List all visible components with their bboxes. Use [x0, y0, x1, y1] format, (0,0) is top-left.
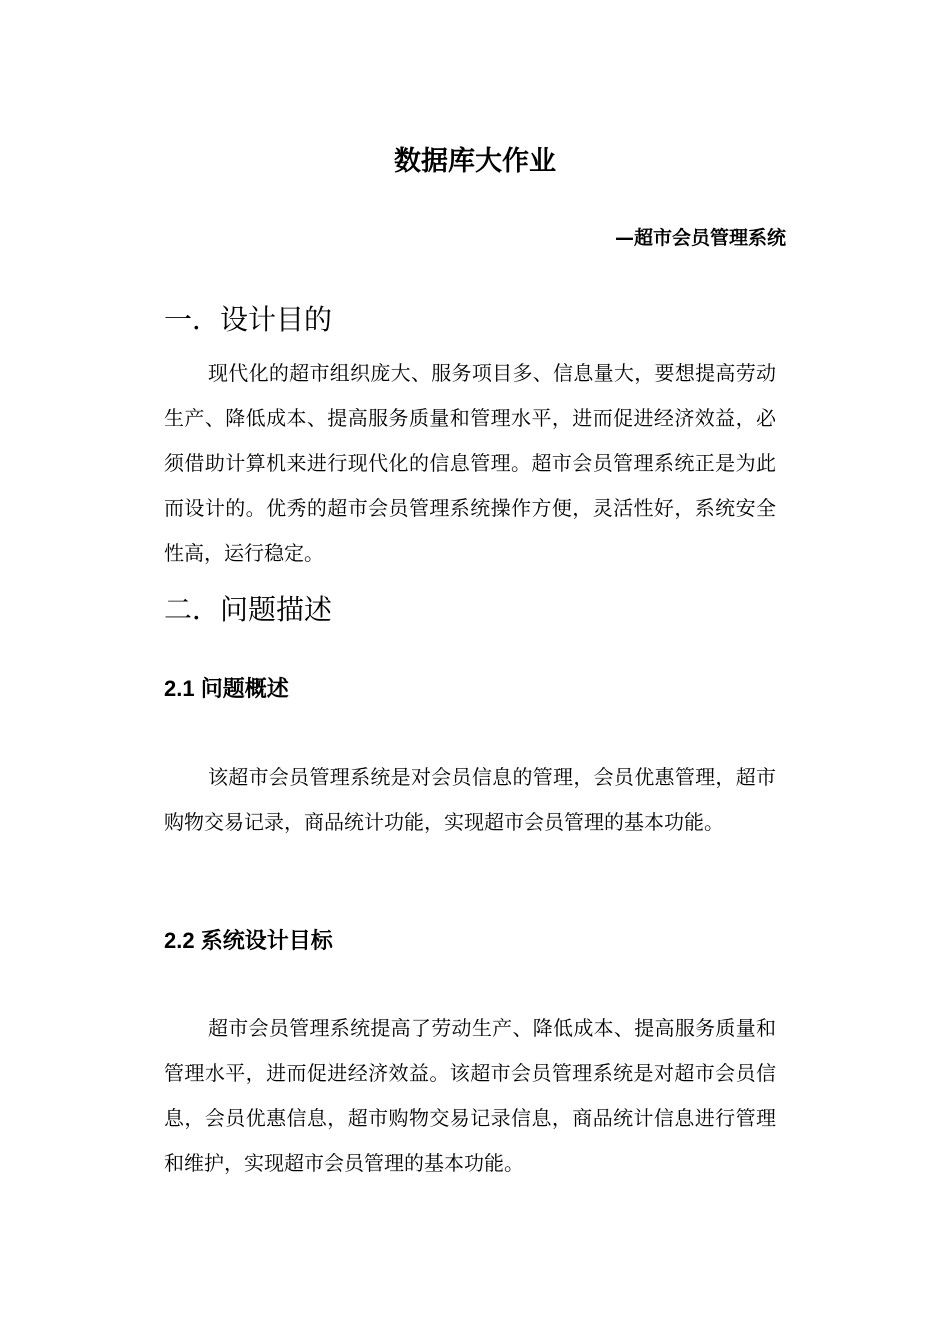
section-heading-problem-description: 二．问题描述 — [164, 593, 333, 626]
subsection-heading-system-design-goal: 2.2 系统设计目标 — [164, 928, 333, 953]
section-paragraph-design-purpose: 现代化的超市组织庞大、服务项目多、信息量大，要想提高劳动生产、降低成本、提高服务质量和管理水平，进而促进经济效益，必须借助计算机来进行现代化的信息管理。超市会员管理系统正是为此而设计的。优秀的超市会员管理系统操作方便，灵活性好，系统安全性高，运行稳定。 — [164, 361, 776, 565]
subsection-paragraph-system-design-goal: 超市会员管理系统提高了劳动生产、降低成本、提高服务质量和管理水平，进而促进经济效益。该超市会员管理系统是对超市会员信息，会员优惠信息，超市购物交易记录信息，商品统计信息进行管理和维护，实现超市会员管理的基本功能。 — [164, 1016, 776, 1175]
subsection-paragraph-problem-overview: 该超市会员管理系统是对会员信息的管理，会员优惠管理，超市购物交易记录，商品统计功能，实现超市会员管理的基本功能。 — [164, 765, 776, 834]
section-heading-design-purpose: 一．设计目的 — [164, 303, 333, 336]
document-title: 数据库大作业 — [394, 146, 556, 177]
subsection-heading-problem-overview: 2.1 问题概述 — [164, 676, 289, 701]
document-subtitle: —超市会员管理系统 — [614, 227, 786, 249]
